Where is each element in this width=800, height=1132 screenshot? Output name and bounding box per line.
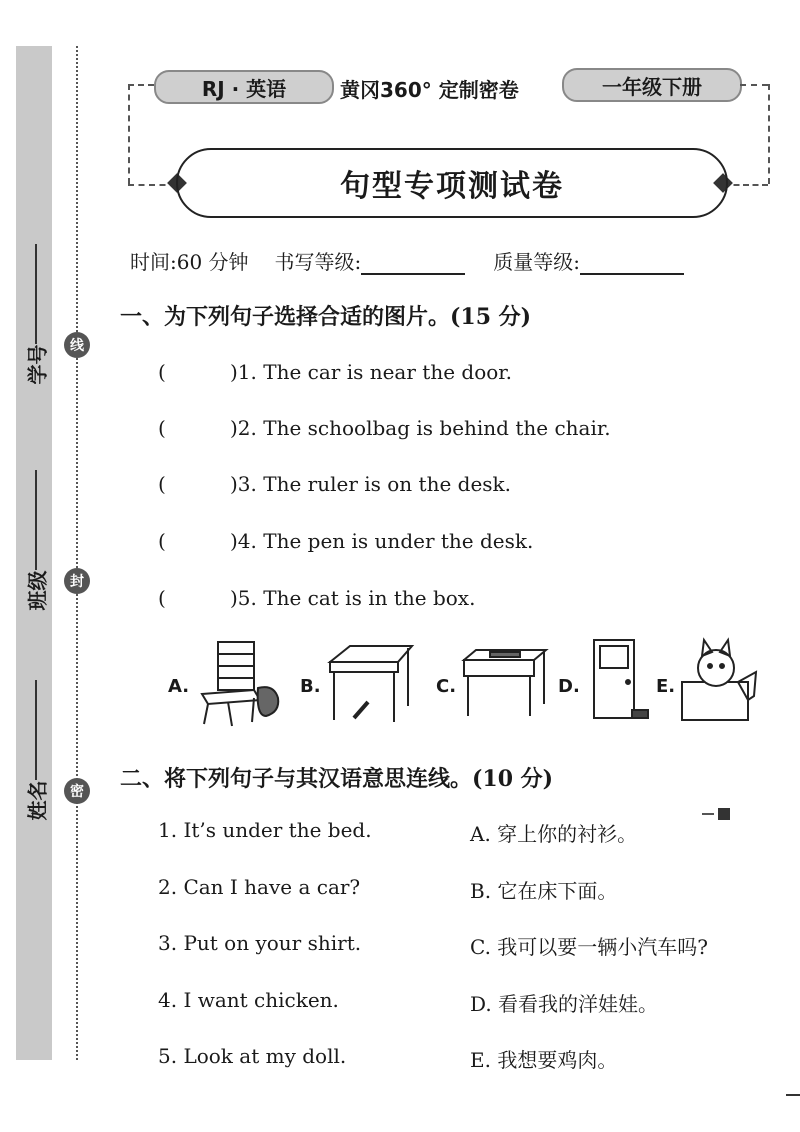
picture-label-e: E. — [656, 676, 676, 697]
desk-with-ruler-on-top-picture — [460, 636, 550, 722]
name-field — [18, 680, 54, 821]
writing-grade-blank[interactable] — [361, 249, 465, 275]
name-line — [35, 680, 37, 780]
door-with-car-picture — [588, 636, 654, 726]
page-title: 句型专项测试卷 — [176, 148, 728, 218]
cat-in-box-picture — [678, 636, 760, 724]
english-sentence-2[interactable]: 2. Can I have a car? — [158, 875, 361, 899]
frame-dash — [128, 84, 130, 184]
desk-with-pen-under-picture — [324, 636, 416, 728]
answer-blank[interactable]: ( — [158, 529, 166, 553]
frame-dash — [128, 84, 154, 86]
meta-row — [130, 246, 684, 275]
question-text: )4. The pen is under the desk. — [230, 529, 534, 553]
section2-heading: 二、将下列句子与其汉语意思连线。(10 分) — [120, 766, 554, 792]
answer-blank[interactable]: ( — [158, 416, 166, 440]
chinese-meaning-b[interactable]: B. 它在床下面。 — [470, 879, 618, 903]
chinese-meaning-c[interactable]: C. 我可以要一辆小汽车吗? — [470, 935, 709, 959]
english-sentence-5[interactable]: 5. Look at my doll. — [158, 1044, 347, 1068]
english-sentence-4[interactable]: 4. I want chicken. — [158, 988, 339, 1012]
seal-line-mark: 线 — [64, 332, 90, 358]
question-text: )3. The ruler is on the desk. — [230, 472, 512, 496]
seal-secret-mark: 密 — [64, 778, 90, 804]
question-text: )2. The schoolbag is behind the chair. — [230, 416, 611, 440]
time-label: 时间:60 分钟 — [130, 250, 249, 274]
student-id-label: 学号 — [25, 344, 50, 385]
chair-with-schoolbag-picture — [192, 636, 286, 728]
chinese-meaning-a[interactable]: A. 穿上你的衬衫。 — [470, 822, 638, 846]
frame-dash — [768, 84, 770, 184]
question-text: )5. The cat is in the box. — [230, 586, 476, 610]
writing-grade-label: 书写等级: — [274, 250, 362, 274]
series-title: 黄冈360° 定制密卷 — [340, 78, 519, 102]
answer-blank[interactable]: ( — [158, 360, 166, 384]
question-5 — [158, 586, 475, 610]
question-text: )1. The car is near the door. — [230, 360, 512, 384]
answer-blank[interactable]: ( — [158, 472, 166, 496]
quality-grade-label: 质量等级: — [493, 250, 581, 274]
grade-pill: 一年级下册 — [562, 68, 742, 102]
subject-pill: RJ · 英语 — [154, 70, 334, 104]
class-field — [18, 470, 54, 611]
student-id-line — [35, 244, 37, 344]
question-3 — [158, 472, 511, 496]
seal-seal-mark: 封 — [64, 568, 90, 594]
chinese-meaning-d[interactable]: D. 看看我的洋娃娃。 — [470, 992, 659, 1016]
picture-label-d: D. — [558, 676, 580, 697]
quality-grade-blank[interactable] — [580, 249, 684, 275]
qr-code-icon — [702, 808, 732, 822]
picture-label-c: C. — [436, 676, 457, 697]
picture-label-b: B. — [300, 676, 321, 697]
question-2 — [158, 416, 611, 440]
student-id-field — [18, 244, 54, 385]
question-1 — [158, 360, 512, 384]
class-line — [35, 470, 37, 570]
frame-dash — [740, 84, 768, 86]
name-label: 姓名 — [25, 780, 50, 821]
english-sentence-3[interactable]: 3. Put on your shirt. — [158, 931, 362, 955]
page-corner-mark — [786, 1094, 800, 1096]
binding-dotted-line — [76, 46, 78, 1060]
picture-label-a: A. — [168, 676, 190, 697]
answer-blank[interactable]: ( — [158, 586, 166, 610]
chinese-meaning-e[interactable]: E. 我想要鸡肉。 — [470, 1048, 618, 1072]
question-4 — [158, 529, 533, 553]
section1-heading: 一、为下列句子选择合适的图片。(15 分) — [120, 304, 532, 330]
english-sentence-1[interactable]: 1. It’s under the bed. — [158, 818, 372, 842]
class-label: 班级 — [25, 570, 50, 611]
